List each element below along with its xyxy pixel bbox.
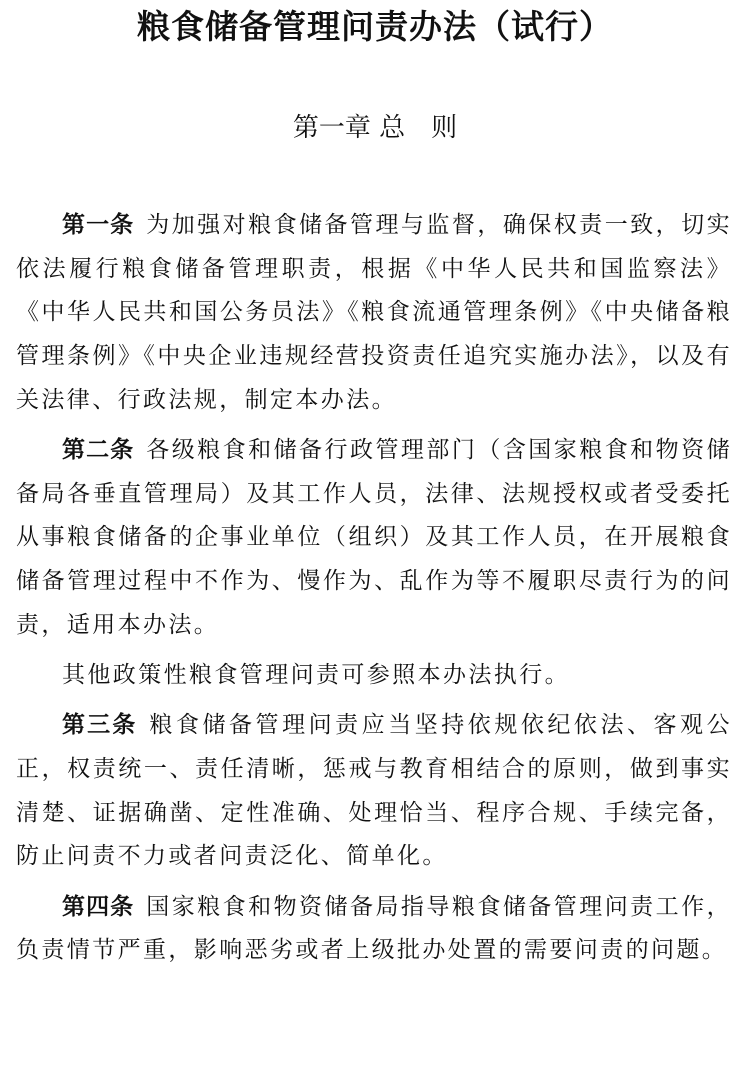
article-paragraph-2 (16, 429, 732, 648)
article-label: 第四条 (62, 893, 135, 920)
article-text: 各级粮食和储备行政管理部门（含国家粮食和物资储备局各垂直管理局）及其工作人员，法律、法规授权或者受委托从事粮食储备的企事业单位（组织）及其工作人员，在开展粮食储备管理过程中不作为、慢作为、乱作为等不履职尽责行为的问责，适用本办法。 (16, 437, 732, 638)
article-paragraph-4 (16, 886, 732, 973)
article-text: 粮食储备管理问责应当坚持依规依纪依法、客观公正，权责统一、责任清晰，惩戒与教育相结合的原则，做到事实清楚、证据确凿、定性准确、处理恰当、程序合规、手续完备，防止问责不力或者问责泛化、简单化。 (16, 712, 732, 870)
article-label: 第三条 (62, 712, 138, 739)
supplementary-paragraph (16, 654, 732, 698)
chapter-title: 第一章 总 则 (292, 113, 458, 143)
article-paragraph-1 (16, 204, 732, 423)
article-label: 第二条 (62, 437, 135, 464)
article-text: 为加强对粮食储备管理与监督，确保权责一致，切实依法履行粮食储备管理职责，根据《中华人民共和国监察法》《中华人民共和国公务员法》《粮食流通管理条例》《中央储备粮管理条例》《中央企业违规经营投资责任追究实施办法》，以及有关法律、行政法规，制定本办法。 (16, 212, 732, 413)
paragraph-text: 其他政策性粮食管理问责可参照本办法执行。 (62, 662, 570, 689)
article-text: 国家粮食和物资储备局指导粮食储备管理问责工作，负责情节严重，影响恶劣或者上级批办处置的需要问责的问题。 (16, 893, 732, 964)
article-paragraph-3 (16, 704, 732, 879)
document-title: 粮食储备管理问责办法（试行） (137, 7, 613, 46)
article-label: 第一条 (62, 212, 135, 238)
document-body (16, 204, 732, 979)
